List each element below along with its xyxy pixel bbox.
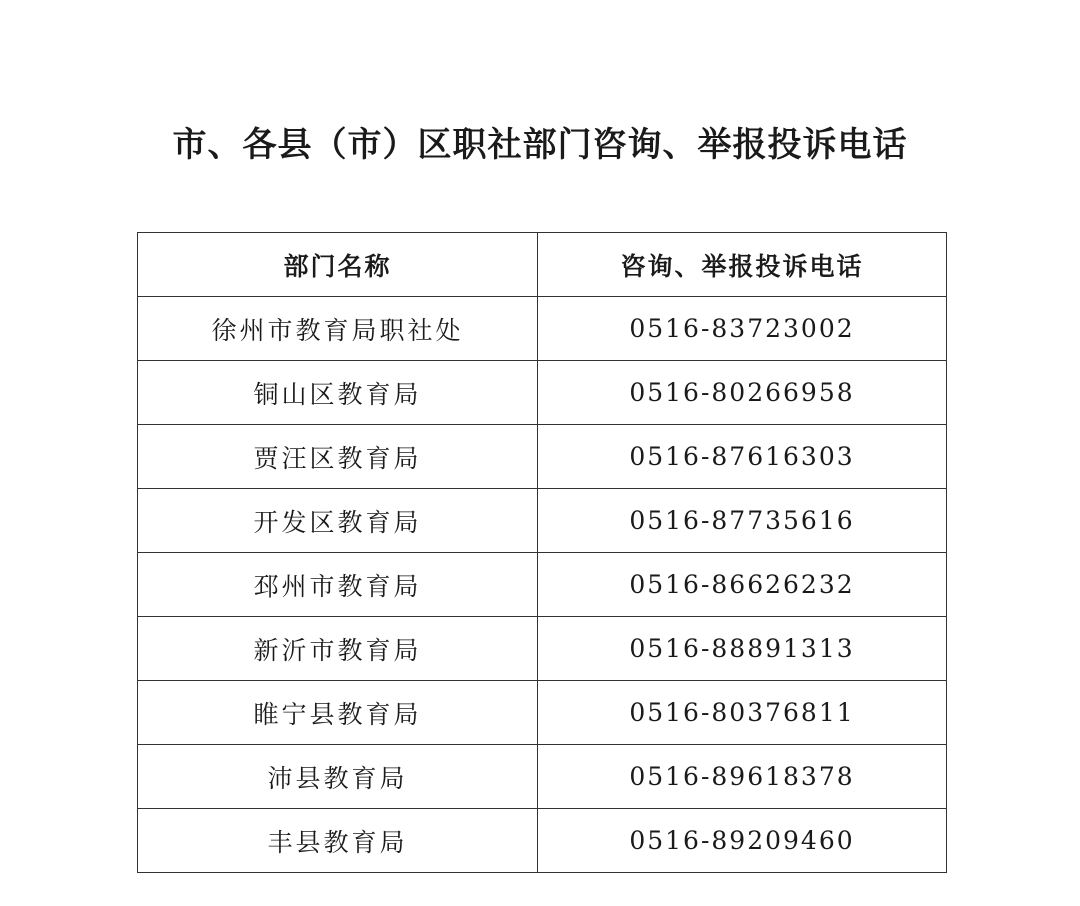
phone-cell: 0516-80266958	[538, 361, 947, 425]
header-department: 部门名称	[138, 233, 538, 297]
table-row	[138, 681, 947, 745]
table-row	[138, 361, 947, 425]
table-row	[138, 553, 947, 617]
phone-cell: 0516-87735616	[538, 489, 947, 553]
table-row	[138, 297, 947, 361]
department-cell: 沛县教育局	[138, 745, 538, 809]
department-cell: 睢宁县教育局	[138, 681, 538, 745]
contact-table	[137, 232, 947, 873]
page-title: 市、各县（市）区职社部门咨询、举报投诉电话	[172, 125, 908, 165]
department-cell: 贾汪区教育局	[138, 425, 538, 489]
table-row	[138, 809, 947, 873]
department-cell: 新沂市教育局	[138, 617, 538, 681]
header-phone: 咨询、举报投诉电话	[538, 233, 947, 297]
department-cell: 丰县教育局	[138, 809, 538, 873]
table-row	[138, 425, 947, 489]
department-cell: 邳州市教育局	[138, 553, 538, 617]
department-cell: 开发区教育局	[138, 489, 538, 553]
phone-cell: 0516-87616303	[538, 425, 947, 489]
phone-cell: 0516-88891313	[538, 617, 947, 681]
phone-cell: 0516-89209460	[538, 809, 947, 873]
department-cell: 铜山区教育局	[138, 361, 538, 425]
department-cell: 徐州市教育局职社处	[138, 297, 538, 361]
table-row	[138, 617, 947, 681]
phone-cell: 0516-89618378	[538, 745, 947, 809]
phone-cell: 0516-80376811	[538, 681, 947, 745]
table-header-row	[138, 233, 947, 297]
phone-cell: 0516-83723002	[538, 297, 947, 361]
table-row	[138, 489, 947, 553]
table-row	[138, 745, 947, 809]
phone-cell: 0516-86626232	[538, 553, 947, 617]
